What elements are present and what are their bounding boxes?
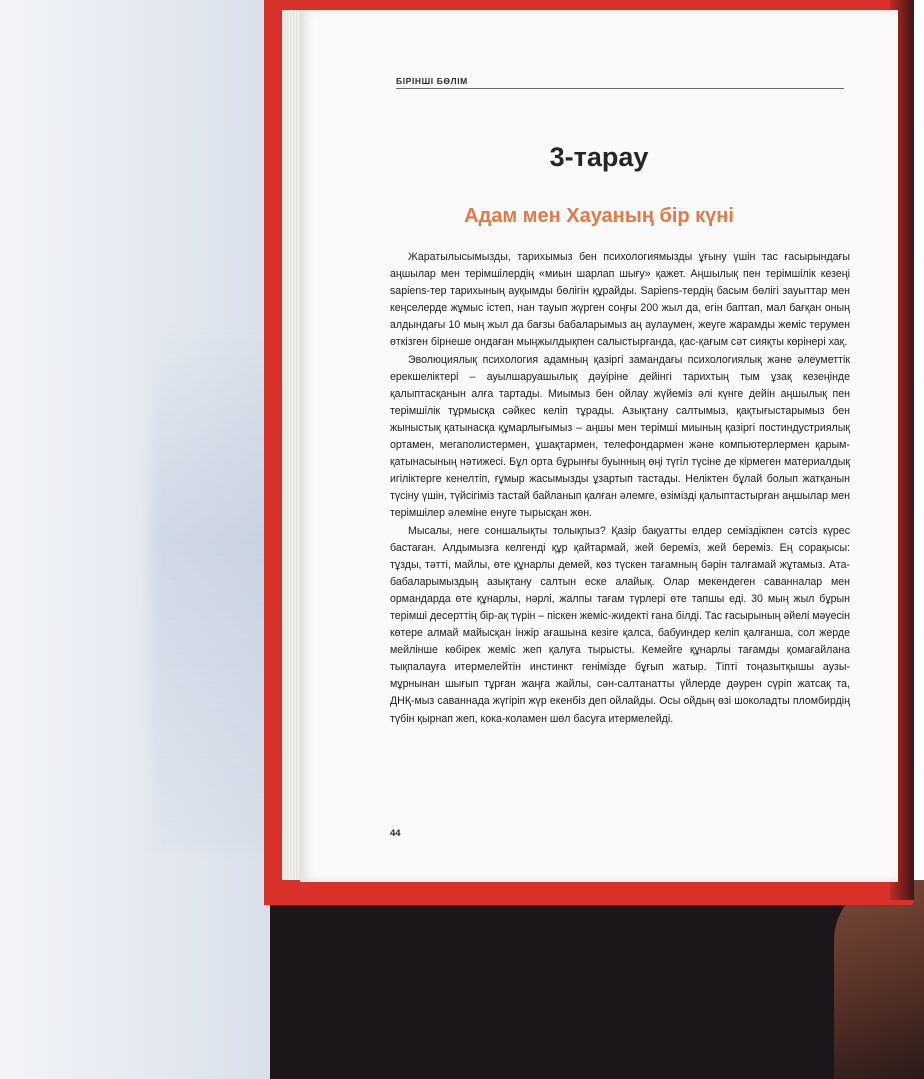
paragraph: Жаратылысымызды, тарихымыз бен психологиямызды ұғыну үшін тас ғасырындағы аңшылар мен терімшілердің «миын шарлап шығу» қажет. Аңшылық пен терімшілік кезеңі sapiens-тер тарихының ауқымды бөлігін құрайды. Sapiens-тердің басым бөлігі зауыттар мен кеңселерде жұмыс істеп, нан тауып жүрген соңғы 200 жыл да, егін баптап, мал бағқан оның алдындағы 10 мың жыл да бағзы бабаларымыз аң аулаумен, жеуге жарамды жеміс терумен өткізген бірнеше ондаған мыңжылдықпен салыстырғанда, қас-қағым сәт сияқты көрінері хақ. <box>390 251 850 349</box>
body-text <box>390 249 850 728</box>
book-page <box>300 10 898 882</box>
page-number: 44 <box>390 828 401 839</box>
paragraph: Мысалы, неге соншалықты толықпыз? Қазір бақуатты елдер семіздікпен сәтсіз күрес бастаған. Алдымызға келгенді құр қайтармай, жей береміз, жей береміз. Ең сорақысы: тұзды, тәтті, майлы, өте құнарлы демей, көз түскен тағамның бәрін талғамай жұтамыз. Ата-бабаларымыздың азықтану салтын еске алайық. Олар мекендеген саванналар мен ормандарда өте құнарлы, нәрлі, жалпы тағам түрлері өте тапшы еді. 30 мың жыл бұрын терімші десерттің бір-ақ түрін – піскен жеміс-жидекті ғана білді. Тас ғасырының әйелі мәуесін көтере алмай майысқан інжір ағашына кезіге қалса, бабуиндер келіп қалғанша, сол жерде мейлінше көбірек жеміс жеп қалуға тырысты. Кемейге құнарлы тағамды қомағайлана тықпалауға итермелейтін инстинкт генімізде бұғып жатыр. Тіпті тоңазытқышы аузы-мұрнынан шығып тұрған жаңға жайлы, сән-салтанатты үйлерде дәурен сүріп жатсақ та, ДНҚ-мыз саваннада жүгіріп жүр екенбіз деп ойлайды. Осы ойдың өзі шоколадты пломбирдің түбін қырнап жеп, кока-коламен шөл басуға итермелейді. <box>390 524 850 725</box>
hand-holding-book <box>834 880 924 1079</box>
chapter-number: 3-тарау <box>549 142 649 172</box>
background-table <box>270 905 924 1079</box>
page-edges <box>282 10 302 880</box>
running-head: БІРІНШІ БӨЛІМ <box>396 76 468 86</box>
chapter-title: Адам мен Хауаның бір күні <box>464 205 734 227</box>
paragraph: Эволюциялық психология адамның қазіргі замандағы психологиялық және әлеуметтік ерекшеліктері – ауылшаруашылық дәуіріне дейінгі тарихтың тым ұзақ кезеңінде қалыптасқанын алға тартады. Миымыз бен ойлау жүйеміз әлі күнге дейін аңшылық пен терімшілік тұрмысқа сәйкес келіп тұрады. Азықтану салтымыз, қақтығыстарымыз бен жыныстық қатынасқа құмарлығымыз – аңшы мен терімші миының қазіргі постиндустриялық ортамен, мегаполистермен, ұшақтармен, телефондармен және компьютерлермен қарым-қатынасының нәтижесі. Бұл орта бұрынғы буынның өңі түгіл түсіне де кірмеген материалдық игіліктерге кенелтіп, ғұмыр жасымызды ұзартып тастады. Неліктен бұлай болып жатқанын түсіну үшін, түйсігіміз тастай байланып қалған әлемге, өзімізді қалыптастырған аңшылар мен терімшілер әлеміне енуге тырысқан жөн. <box>390 353 850 520</box>
background-left <box>0 0 300 1079</box>
header-rule <box>396 88 844 89</box>
